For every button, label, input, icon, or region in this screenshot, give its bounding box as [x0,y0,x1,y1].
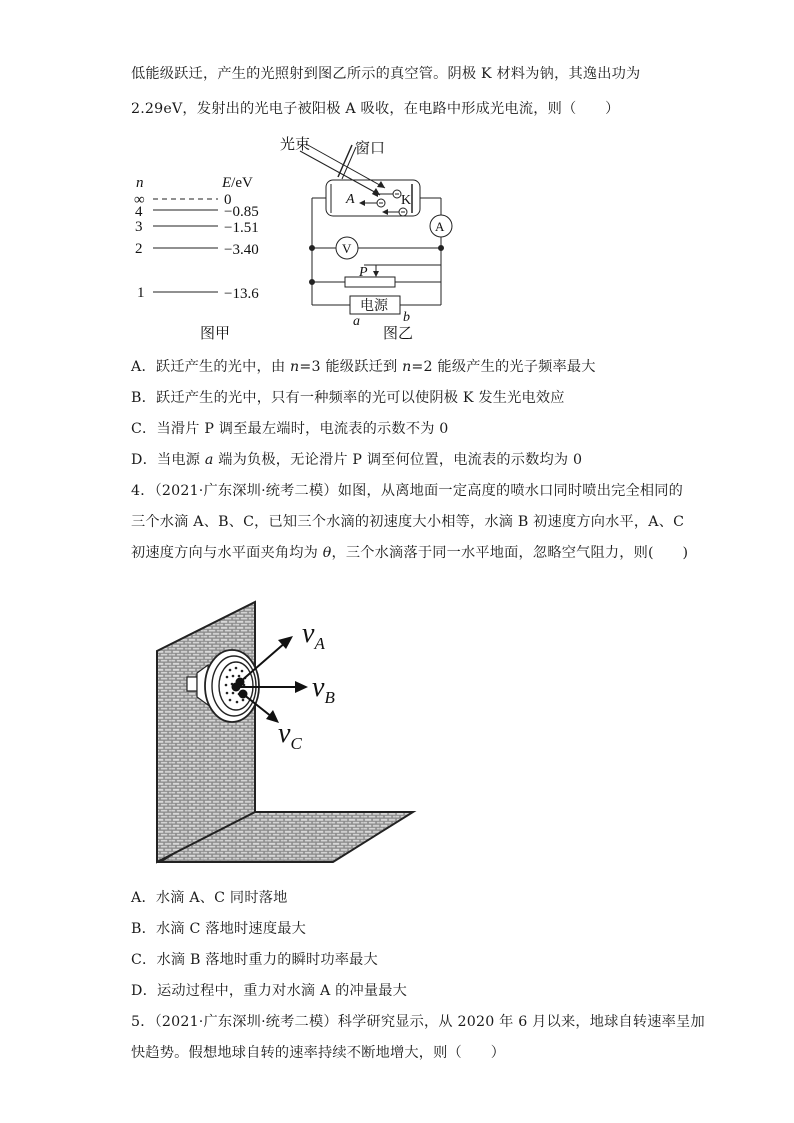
junction-left-voltmeter [310,246,315,251]
label-vb: $v_B$ [312,672,335,707]
level-n-2: 2 [135,241,143,257]
axis-n-label: n [136,175,144,191]
q4-option-b: B．水滴 C 落地时速度最大 [131,921,306,937]
q4-option-a: A．水滴 A、C 同时落地 [131,890,288,906]
label-vc: $v_C$ [278,718,302,753]
question-3-stem-line-2: 2.29eV，发射出的光电子被阳极 A 吸收，在电路中形成光电流，则（ ） [131,101,620,117]
level-n-1: 1 [137,285,145,301]
level-e-2: −3.40 [224,242,259,258]
cathode-label: K [401,193,412,208]
slider-label: P [359,265,368,280]
level-n-4: 4 [135,204,143,220]
question-4-stem-line-2: 三个水滴 A、B、C，已知三个水滴的初速度大小相等，水滴 B 初速度方向水平，A、C [131,514,685,530]
ammeter-label: A [435,219,445,234]
q3-option-b: B．跃迁产生的光中，只有一种频率的光可以使阴极 K 发生光电效应 [131,390,565,406]
anode-label: A [346,192,355,207]
voltmeter-label: V [342,241,352,256]
q3-option-c: C．当滑片 P 调至最左端时，电流表的示数不为 0 [131,421,449,437]
axis-energy-label: E/eV [222,175,253,191]
label-va: $v_A$ [302,618,325,653]
level-n-3: 3 [135,219,143,235]
phototube-circuit-diagram [280,136,452,342]
level-e-infinity: 0 [224,192,232,208]
question-3-stem-line-1: 低能级跃迁，产生的光照射到图乙所示的真空管。阴极 K 材料为钠，其逸出功为 [131,66,641,82]
figure-water-fountain [140,590,430,880]
level-n-infinity: ∞ [134,192,145,208]
q4-option-d: D．运动过程中，重力对水滴 A 的冲量最大 [131,983,408,999]
question-5-stem-line-2: 快趋势。假想地球自转的速率持续不断地增大，则（ ） [131,1045,506,1061]
source-end-a: a [353,314,360,329]
q3-option-a: A．跃迁产生的光中，由 n=3 能级跃迁到 n=2 能级产生的光子频率最大 [131,359,596,375]
question-4-stem-line-3: 初速度方向与水平面夹角均为 θ，三个水滴落于同一水平地面，忽略空气阻力，则( ) [131,545,689,561]
level-e-1: −13.6 [224,286,259,302]
energy-level-diagram [134,175,259,342]
q4-option-c: C．水滴 B 落地时重力的瞬时功率最大 [131,952,378,968]
electron-3-arrow [382,209,388,215]
label-light-beam: 光束 [280,137,311,153]
source-end-b: b [403,310,410,325]
question-5-stem-line-1: 5．（2021·广东深圳·统考二模）科学研究显示，从 2020 年 6 月以来，地球自转速率呈加 [131,1014,705,1030]
level-e-4: −0.85 [224,204,259,220]
electron-2-arrow [359,200,365,206]
junction-left-rheostat [310,280,315,285]
figure-energy-levels-and-circuit [0,0,794,350]
level-e-3: −1.51 [224,220,259,236]
slider-arrowhead [373,271,379,277]
rheostat [345,277,395,287]
power-source-label: 电源 [360,299,388,314]
caption-figure-yi: 图乙 [383,326,414,342]
question-4-stem-line-1: 4．（2021·广东深圳·统考二模）如图，从离地面一定高度的喷水口同时喷出完全相同的 [131,483,684,499]
junction-right-voltmeter [439,246,444,251]
label-window: 窗口 [355,141,386,157]
arrow-vb-head [295,681,308,693]
q3-option-d: D．当电源 a 端为负极，无论滑片 P 调至何位置，电流表的示数均为 0 [131,452,583,468]
caption-figure-jia: 图甲 [200,326,231,342]
